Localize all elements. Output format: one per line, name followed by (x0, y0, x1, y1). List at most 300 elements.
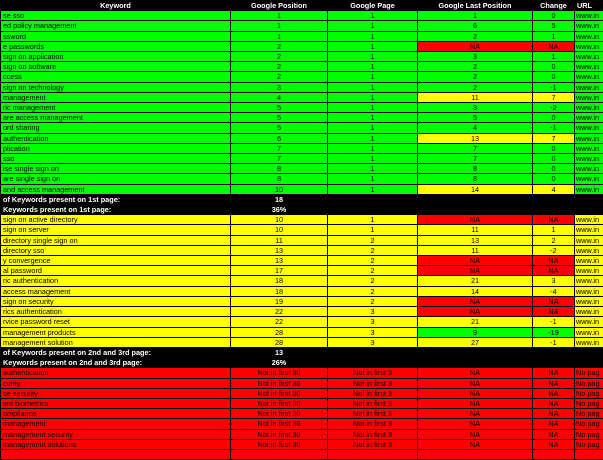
keyword-cell: directory sso (1, 245, 231, 255)
last-position-cell: NA (418, 409, 533, 419)
position-cell: Not in first 30 (231, 409, 328, 419)
url-cell: No pag (575, 378, 603, 388)
last-position-cell: NA (418, 307, 533, 317)
change-cell: -1 (533, 82, 575, 92)
last-position-cell: 21 (418, 276, 533, 286)
last-position-cell: NA (418, 368, 533, 378)
keyword-cell: ssword (1, 31, 231, 41)
table-row (1, 72, 603, 82)
table-row (1, 92, 603, 102)
position-cell: Not in first 30 (231, 378, 328, 388)
table-row (1, 378, 603, 388)
position-cell: 5 (231, 123, 328, 133)
change-cell: -2 (533, 103, 575, 113)
url-cell: www.in (575, 11, 603, 21)
change-cell: -1 (533, 123, 575, 133)
position-cell: Not in first 30 (231, 368, 328, 378)
url-cell (575, 449, 603, 459)
last-position-cell: 11 (418, 225, 533, 235)
page-cell: 2 (328, 296, 418, 306)
summary-value: 13 (231, 347, 328, 357)
summary-label: of Keywords present on 2nd and 3rd page: (1, 347, 231, 357)
keyword-cell: rvice password reset (1, 317, 231, 327)
change-cell: 5 (533, 21, 575, 31)
change-cell: NA (533, 307, 575, 317)
url-cell: No pag (575, 419, 603, 429)
last-position-cell: 6 (418, 21, 533, 31)
last-position-cell: NA (418, 439, 533, 449)
position-cell: 7 (231, 154, 328, 164)
url-cell: www.in (575, 143, 603, 153)
table-row (1, 11, 603, 21)
keyword-cell: ed policy management (1, 21, 231, 31)
position-cell: 5 (231, 103, 328, 113)
change-cell: NA (533, 419, 575, 429)
table-row (1, 398, 603, 408)
change-cell: -19 (533, 327, 575, 337)
change-header: Change (533, 1, 575, 11)
change-cell: -4 (533, 286, 575, 296)
url-cell: No pag (575, 439, 603, 449)
position-cell: 22 (231, 307, 328, 317)
last-position-cell: 3 (418, 103, 533, 113)
url-cell: www.in (575, 164, 603, 174)
url-cell: www.in (575, 215, 603, 225)
position-cell: Not in first 30 (231, 388, 328, 398)
url-cell: www.in (575, 103, 603, 113)
page-cell: 1 (328, 103, 418, 113)
url-cell: No pag (575, 388, 603, 398)
keyword-cell: sign on software (1, 62, 231, 72)
url-cell: www.in (575, 327, 603, 337)
position-cell: 18 (231, 276, 328, 286)
url-cell: www.in (575, 225, 603, 235)
url-cell: www.in (575, 133, 603, 143)
keyword-cell: e passwords (1, 41, 231, 51)
change-cell: NA (533, 429, 575, 439)
keyword-cell: management (1, 92, 231, 102)
url-cell: www.in (575, 52, 603, 62)
last-position-cell: 5 (418, 113, 533, 123)
page-cell: 1 (328, 31, 418, 41)
keyword-cell: sign on technology (1, 82, 231, 92)
change-cell: -2 (533, 245, 575, 255)
table-row (1, 439, 603, 449)
page-cell: 1 (328, 143, 418, 153)
table-row (1, 164, 603, 174)
table-row (1, 286, 603, 296)
table-row (1, 174, 603, 184)
position-cell: 3 (231, 82, 328, 92)
page-cell: 1 (328, 133, 418, 143)
position-cell: 18 (231, 286, 328, 296)
page-cell: 2 (328, 245, 418, 255)
last-position-cell: 13 (418, 235, 533, 245)
keyword-cell: management solutions (1, 439, 231, 449)
url-cell: No pag (575, 429, 603, 439)
position-cell (231, 449, 328, 459)
change-cell: 2 (533, 235, 575, 245)
page-cell: 2 (328, 266, 418, 276)
page-cell: 1 (328, 113, 418, 123)
table-row (1, 82, 603, 92)
change-cell: 1 (533, 52, 575, 62)
position-cell: 2 (231, 72, 328, 82)
url-cell: www.in (575, 276, 603, 286)
page-cell: Not in first 3 (328, 419, 418, 429)
keyword-cell: sign on security (1, 296, 231, 306)
summary-spacer (328, 347, 603, 357)
position-cell: 10 (231, 225, 328, 235)
last-position-cell: 11 (418, 245, 533, 255)
position-cell: 8 (231, 164, 328, 174)
table-row (1, 419, 603, 429)
position-cell: 8 (231, 174, 328, 184)
page-cell: 2 (328, 235, 418, 245)
keyword-cell: ric authentication (1, 276, 231, 286)
position-cell: 13 (231, 256, 328, 266)
table-row (1, 388, 603, 398)
position-cell: Not in first 30 (231, 429, 328, 439)
table-row (1, 103, 603, 113)
keyword-cell: al password (1, 266, 231, 276)
table-body (1, 11, 603, 460)
page-cell: Not in first 3 (328, 439, 418, 449)
url-cell: www.in (575, 184, 603, 194)
position-cell: 22 (231, 317, 328, 327)
keyword-cell: plication (1, 143, 231, 153)
change-cell: -1 (533, 337, 575, 347)
page-cell: Not in first 3 (328, 388, 418, 398)
change-cell: NA (533, 439, 575, 449)
summary-spacer (328, 205, 603, 215)
keyword-cell: ord sharing (1, 123, 231, 133)
summary-row (1, 194, 603, 204)
change-cell: NA (533, 266, 575, 276)
position-cell: 19 (231, 296, 328, 306)
change-cell: 0 (533, 154, 575, 164)
last-position-cell: 8 (418, 164, 533, 174)
keyword-cell: rics authentication (1, 307, 231, 317)
url-cell: www.in (575, 123, 603, 133)
url-cell: www.in (575, 92, 603, 102)
table-row (1, 327, 603, 337)
position-cell: Not in first 30 (231, 398, 328, 408)
last-position-cell: NA (418, 266, 533, 276)
table-row (1, 184, 603, 194)
last-position-cell: 3 (418, 52, 533, 62)
page-cell: Not in first 3 (328, 398, 418, 408)
change-cell: 0 (533, 72, 575, 82)
last-position-cell: NA (418, 256, 533, 266)
keyword-cell: ric management (1, 103, 231, 113)
last-position-cell: NA (418, 41, 533, 51)
last-position-cell: 27 (418, 337, 533, 347)
change-cell: 7 (533, 133, 575, 143)
page-cell: 1 (328, 21, 418, 31)
keyword-cell: ise single sign on (1, 164, 231, 174)
position-cell: 17 (231, 266, 328, 276)
table-row (1, 21, 603, 31)
summary-spacer (328, 194, 603, 204)
position-cell: 11 (231, 235, 328, 245)
table-row (1, 276, 603, 286)
last-position-cell: 1 (418, 11, 533, 21)
summary-label: Keywords present on 2nd and 3rd page: (1, 358, 231, 368)
page-cell: 1 (328, 154, 418, 164)
page-cell (328, 449, 418, 459)
position-cell: 1 (231, 31, 328, 41)
position-cell: 1 (231, 11, 328, 21)
page-cell: 1 (328, 184, 418, 194)
keyword-cell: sign on application (1, 52, 231, 62)
url-cell: www.in (575, 41, 603, 51)
summary-value: 36% (231, 205, 328, 215)
page-cell: 1 (328, 174, 418, 184)
last-position-cell: NA (418, 388, 533, 398)
keyword-cell: ompliance (1, 409, 231, 419)
url-cell: www.in (575, 307, 603, 317)
keyword-cell: management security (1, 429, 231, 439)
summary-label: of Keywords present on 1st page: (1, 194, 231, 204)
last-position-cell: NA (418, 378, 533, 388)
url-cell: www.in (575, 317, 603, 327)
table-row (1, 52, 603, 62)
page-cell: Not in first 3 (328, 378, 418, 388)
page-cell: Not in first 3 (328, 409, 418, 419)
keyword-cell: directory single sign on (1, 235, 231, 245)
table-row (1, 225, 603, 235)
page-cell: 1 (328, 215, 418, 225)
summary-spacer (328, 358, 603, 368)
position-cell: Not in first 30 (231, 419, 328, 429)
page-cell: 1 (328, 92, 418, 102)
url-cell: www.in (575, 235, 603, 245)
page-cell: 1 (328, 62, 418, 72)
last-position-cell: NA (418, 296, 533, 306)
change-cell: 3 (533, 276, 575, 286)
page-cell: 1 (328, 82, 418, 92)
page-cell: 3 (328, 307, 418, 317)
table-row (1, 296, 603, 306)
url-cell: www.in (575, 266, 603, 276)
page-cell: 1 (328, 164, 418, 174)
keyword-cell: se sso (1, 11, 231, 21)
change-cell: 0 (533, 143, 575, 153)
table-row (1, 41, 603, 51)
page-cell: 2 (328, 256, 418, 266)
table-row (1, 449, 603, 459)
summary-row (1, 347, 603, 357)
last-position-cell: 7 (418, 143, 533, 153)
url-cell: www.in (575, 31, 603, 41)
summary-value: 18 (231, 194, 328, 204)
url-cell: No pag (575, 368, 603, 378)
position-cell: 10 (231, 184, 328, 194)
last-position-cell: NA (418, 429, 533, 439)
table-row (1, 429, 603, 439)
page-cell: 2 (328, 286, 418, 296)
url-cell: www.in (575, 256, 603, 266)
change-cell: -1 (533, 317, 575, 327)
change-cell: 0 (533, 174, 575, 184)
url-cell: www.in (575, 286, 603, 296)
position-cell: 5 (231, 113, 328, 123)
position-cell: 10 (231, 215, 328, 225)
url-cell: www.in (575, 174, 603, 184)
last-position-cell: 2 (418, 62, 533, 72)
page-cell: Not in first 3 (328, 429, 418, 439)
keyword-cell: are access management (1, 113, 231, 123)
keyword-cell: authentication (1, 133, 231, 143)
change-cell: NA (533, 41, 575, 51)
position-cell: 28 (231, 337, 328, 347)
url-cell: www.in (575, 337, 603, 347)
change-cell: 0 (533, 11, 575, 21)
page-cell: 1 (328, 123, 418, 133)
change-cell: NA (533, 398, 575, 408)
page-cell: 3 (328, 327, 418, 337)
url-cell: www.in (575, 21, 603, 31)
change-cell: NA (533, 409, 575, 419)
last-position-cell: 13 (418, 133, 533, 143)
change-cell: 7 (533, 92, 575, 102)
keyword-cell: sso (1, 154, 231, 164)
change-cell (533, 449, 575, 459)
last-position-cell: 7 (418, 154, 533, 164)
last-position-cell: 2 (418, 31, 533, 41)
url-cell: No pag (575, 398, 603, 408)
table-row (1, 143, 603, 153)
position-cell: 7 (231, 143, 328, 153)
last-position-cell: 21 (418, 317, 533, 327)
position-cell: 2 (231, 52, 328, 62)
last-position-cell: 2 (418, 72, 533, 82)
url-cell: www.in (575, 72, 603, 82)
change-cell: 0 (533, 62, 575, 72)
last-position-header: Google Last Position (418, 1, 533, 11)
table-row (1, 245, 603, 255)
position-cell: 2 (231, 62, 328, 72)
summary-row (1, 205, 603, 215)
keyword-cell: management solution (1, 337, 231, 347)
keyword-cell: y convergence (1, 256, 231, 266)
change-cell: 1 (533, 225, 575, 235)
keyword-cell: and access management (1, 184, 231, 194)
last-position-cell: 4 (418, 123, 533, 133)
keyword-cell: sign on active directory (1, 215, 231, 225)
last-position-cell: 14 (418, 184, 533, 194)
change-cell: 0 (533, 113, 575, 123)
table-row (1, 62, 603, 72)
table-row (1, 235, 603, 245)
keyword-cell: are single sign on (1, 174, 231, 184)
change-cell: 1 (533, 31, 575, 41)
table-row (1, 337, 603, 347)
position-cell: 2 (231, 41, 328, 51)
url-cell: www.in (575, 245, 603, 255)
change-cell: NA (533, 388, 575, 398)
position-cell: 28 (231, 327, 328, 337)
last-position-cell: 14 (418, 286, 533, 296)
summary-row (1, 358, 603, 368)
last-position-cell: NA (418, 398, 533, 408)
table-row (1, 123, 603, 133)
table-row (1, 31, 603, 41)
position-cell: 13 (231, 245, 328, 255)
keyword-cell: se security (1, 388, 231, 398)
last-position-cell: 8 (418, 174, 533, 184)
table-row (1, 368, 603, 378)
page-cell: 1 (328, 11, 418, 21)
keyword-cell: ccess (1, 72, 231, 82)
change-cell: 0 (533, 164, 575, 174)
keyword-cell: authentication (1, 368, 231, 378)
summary-label: Keywords present on 1st page: (1, 205, 231, 215)
change-cell: NA (533, 378, 575, 388)
page-cell: 1 (328, 72, 418, 82)
page-cell: 1 (328, 225, 418, 235)
page-cell: 3 (328, 317, 418, 327)
url-header: URL (575, 1, 603, 11)
table-row (1, 266, 603, 276)
keyword-cell: curity (1, 378, 231, 388)
table-row (1, 133, 603, 143)
summary-value: 26% (231, 358, 328, 368)
page-cell: 1 (328, 41, 418, 51)
url-cell: No pag (575, 409, 603, 419)
url-cell: www.in (575, 62, 603, 72)
last-position-cell (418, 449, 533, 459)
table-row (1, 215, 603, 225)
last-position-cell: 9 (418, 327, 533, 337)
table-row (1, 307, 603, 317)
keyword-header: Keyword (1, 1, 231, 11)
table-row (1, 317, 603, 327)
header-row (1, 1, 603, 11)
table-row (1, 154, 603, 164)
position-cell: 4 (231, 92, 328, 102)
change-cell: NA (533, 368, 575, 378)
last-position-cell: NA (418, 419, 533, 429)
url-cell: www.in (575, 82, 603, 92)
table-row (1, 113, 603, 123)
keyword-cell: management products (1, 327, 231, 337)
keyword-cell: access management (1, 286, 231, 296)
change-cell: 4 (533, 184, 575, 194)
url-cell: www.in (575, 113, 603, 123)
last-position-cell: 2 (418, 82, 533, 92)
keyword-cell: management (1, 419, 231, 429)
position-cell: 1 (231, 21, 328, 31)
position-cell: Not in first 30 (231, 439, 328, 449)
url-cell: www.in (575, 154, 603, 164)
table-row (1, 256, 603, 266)
position-header: Google Position (231, 1, 328, 11)
page-cell: 1 (328, 52, 418, 62)
last-position-cell: 11 (418, 92, 533, 102)
keyword-cell: sign on server (1, 225, 231, 235)
change-cell: NA (533, 296, 575, 306)
position-cell: 6 (231, 133, 328, 143)
keyword-cell (1, 449, 231, 459)
keyword-cell: ent biometrics (1, 398, 231, 408)
page-cell: Not in first 3 (328, 368, 418, 378)
last-position-cell: NA (418, 215, 533, 225)
page-cell: 2 (328, 276, 418, 286)
page-header: Google Page (328, 1, 418, 11)
table-row (1, 409, 603, 419)
